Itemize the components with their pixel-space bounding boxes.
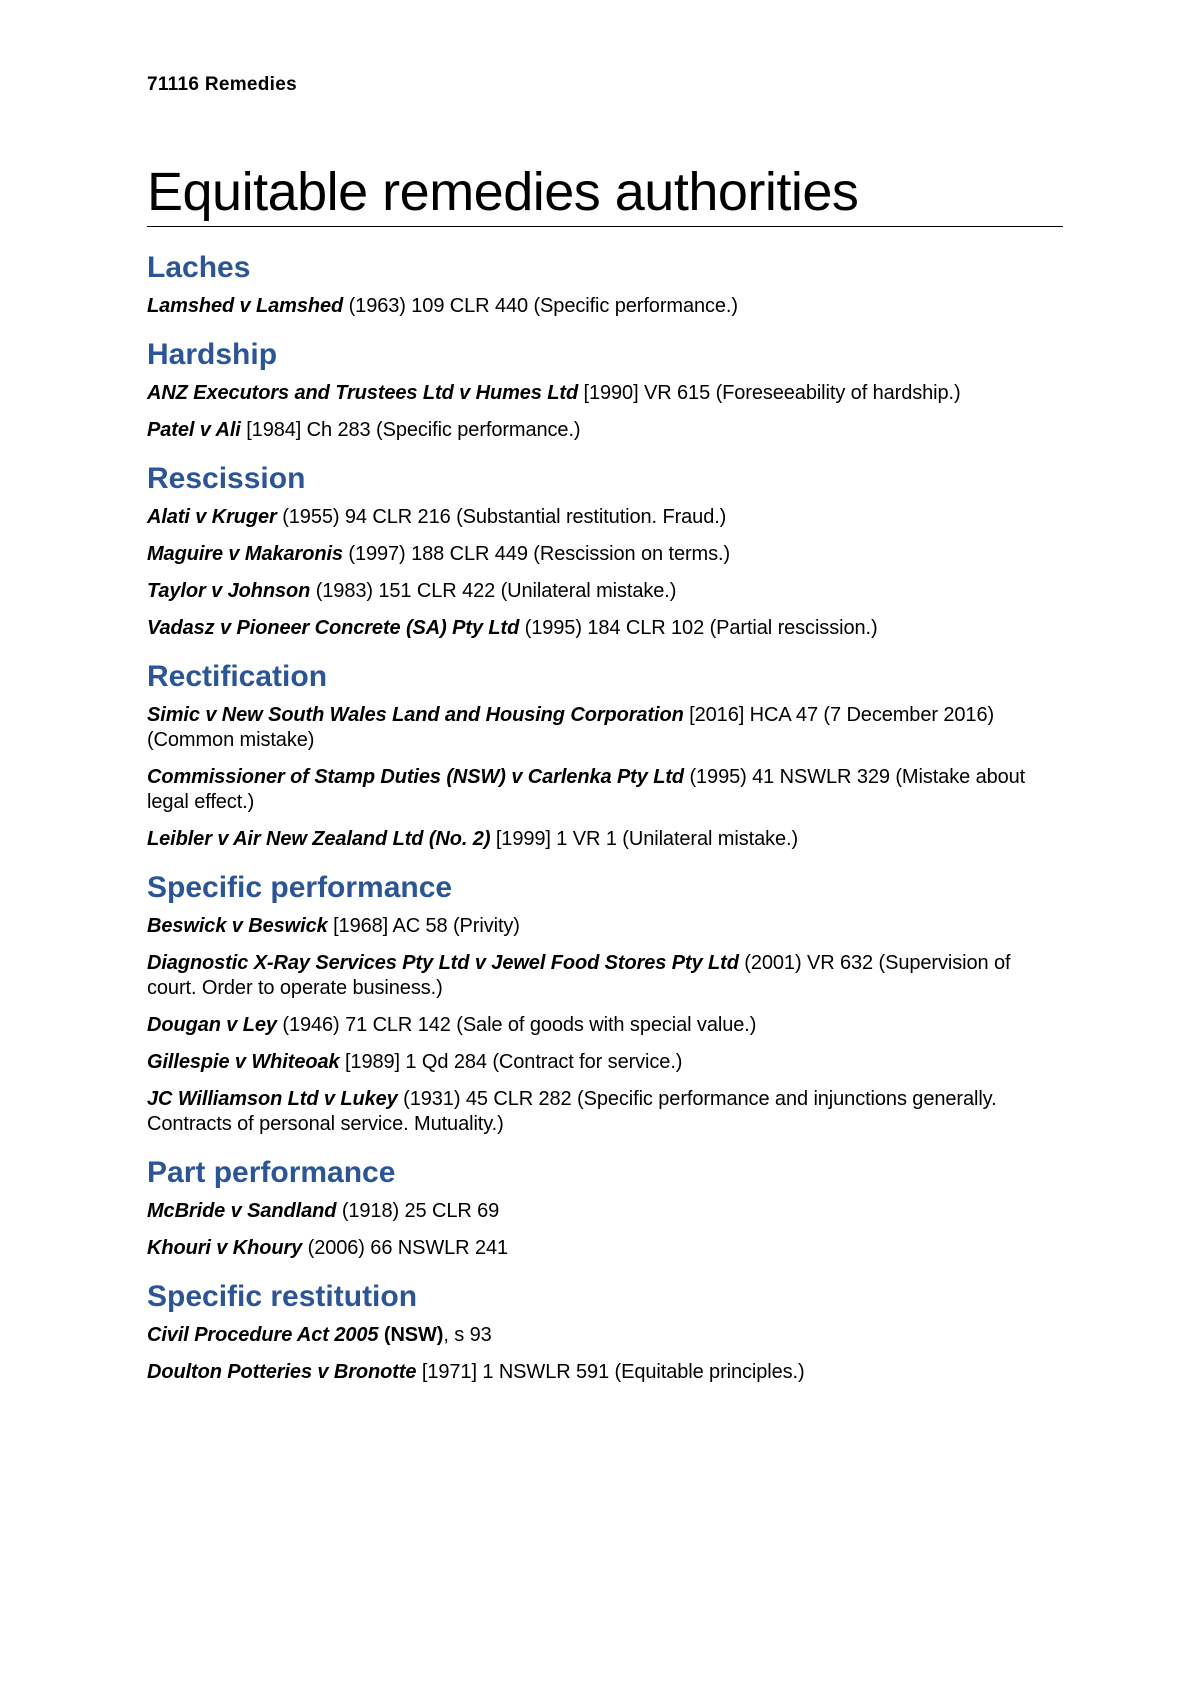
authority-entry (147, 1323, 1063, 1348)
authority-list (147, 703, 1063, 852)
document-body (147, 250, 1063, 1397)
authority-list (147, 381, 1063, 443)
authority-entry (147, 1360, 1063, 1385)
case-name: ANZ Executors and Trustees Ltd v Humes Ltd (147, 382, 579, 404)
section-rectification (147, 659, 1063, 852)
case-name: Leibler v Air New Zealand Ltd (No. 2) (147, 828, 491, 850)
authority-entry (147, 579, 1063, 604)
citation: (2006) 66 NSWLR 241 (302, 1237, 509, 1259)
case-name: Commissioner of Stamp Duties (NSW) v Carlenka Pty Ltd (147, 766, 685, 788)
case-name: Civil Procedure Act 2005 (147, 1324, 379, 1346)
section-specific-performance (147, 870, 1063, 1137)
citation: (1997) 188 CLR 449 (Rescission on terms.) (342, 543, 731, 565)
case-name: JC Williamson Ltd v Lukey (147, 1088, 398, 1110)
citation: [1999] 1 VR 1 (Unilateral mistake.) (490, 828, 799, 850)
section-rescission (147, 461, 1063, 641)
authority-entry (147, 827, 1063, 852)
authority-entry (147, 616, 1063, 641)
section-heading: Specific performance (147, 871, 453, 904)
authority-entry (147, 1050, 1063, 1075)
case-name: Vadasz v Pioneer Concrete (SA) Pty Ltd (147, 617, 520, 639)
running-header: 71116 Remedies (147, 74, 297, 95)
document-title: Equitable remedies authorities (147, 160, 1063, 227)
authority-list (147, 914, 1063, 1137)
authority-entry (147, 703, 1063, 753)
citation: , s 93 (443, 1324, 492, 1346)
authority-list (147, 294, 1063, 319)
authority-entry (147, 1087, 1063, 1137)
section-heading: Rectification (147, 660, 328, 693)
citation: [2016] HCA 47 (7 December 2016) (Common mistake) (147, 704, 995, 751)
authority-entry (147, 542, 1063, 567)
citation: (1983) 151 CLR 422 (Unilateral mistake.) (310, 580, 677, 602)
section-specific-restitution (147, 1279, 1063, 1385)
authority-entry (147, 1199, 1063, 1224)
citation: [1968] AC 58 (Privity) (327, 915, 520, 937)
citation: (1955) 94 CLR 216 (Substantial restitution. Fraud.) (276, 506, 727, 528)
authority-entry (147, 765, 1063, 815)
citation: [1990] VR 615 (Foreseeability of hardship.) (578, 382, 961, 404)
case-name: Khouri v Khoury (147, 1237, 303, 1259)
case-name: Beswick v Beswick (147, 915, 328, 937)
citation: (1995) 184 CLR 102 (Partial rescission.) (519, 617, 878, 639)
authority-list (147, 1323, 1063, 1385)
section-part-performance (147, 1155, 1063, 1261)
case-name: Patel v Ali (147, 419, 241, 441)
citation: (1918) 25 CLR 69 (336, 1200, 500, 1222)
authority-entry (147, 505, 1063, 530)
section-laches (147, 250, 1063, 319)
case-name: Taylor v Johnson (147, 580, 311, 602)
authority-entry (147, 1236, 1063, 1261)
section-heading: Specific restitution (147, 1280, 418, 1313)
citation: [1989] 1 Qd 284 (Contract for service.) (339, 1051, 683, 1073)
case-name: Maguire v Makaronis (147, 543, 343, 565)
case-name: Diagnostic X-Ray Services Pty Ltd v Jewel Food Stores Pty Ltd (147, 952, 739, 974)
case-name: Simic v New South Wales Land and Housing Corporation (147, 704, 684, 726)
case-name: Doulton Potteries v Bronotte (147, 1361, 417, 1383)
citation: [1971] 1 NSWLR 591 (Equitable principles.) (416, 1361, 805, 1383)
section-heading: Rescission (147, 462, 306, 495)
authority-entry (147, 381, 1063, 406)
citation: [1984] Ch 283 (Specific performance.) (240, 419, 581, 441)
section-hardship (147, 337, 1063, 443)
authority-entry (147, 418, 1063, 443)
case-name: Dougan v Ley (147, 1014, 277, 1036)
citation: (1963) 109 CLR 440 (Specific performance.) (343, 295, 738, 317)
case-name: Alati v Kruger (147, 506, 277, 528)
authority-list (147, 505, 1063, 641)
citation: (1995) 41 NSWLR 329 (Mistake about legal effect.) (147, 766, 1026, 813)
case-jurisdiction: (NSW) (378, 1324, 444, 1346)
citation: (1946) 71 CLR 142 (Sale of goods with special value.) (276, 1014, 757, 1036)
section-heading: Part performance (147, 1156, 396, 1189)
authority-entry (147, 951, 1063, 1001)
authority-entry (147, 1013, 1063, 1038)
case-name: Lamshed v Lamshed (147, 295, 344, 317)
citation: (1931) 45 CLR 282 (Specific performance and injunctions generally. Contracts of personal service. Mutuality.) (147, 1088, 997, 1135)
citation: (2001) VR 632 (Supervision of court. Order to operate business.) (147, 952, 1011, 999)
section-heading: Laches (147, 251, 251, 284)
case-name: Gillespie v Whiteoak (147, 1051, 340, 1073)
authority-list (147, 1199, 1063, 1261)
section-heading: Hardship (147, 338, 278, 371)
case-name: McBride v Sandland (147, 1200, 337, 1222)
authority-entry (147, 294, 1063, 319)
authority-entry (147, 914, 1063, 939)
